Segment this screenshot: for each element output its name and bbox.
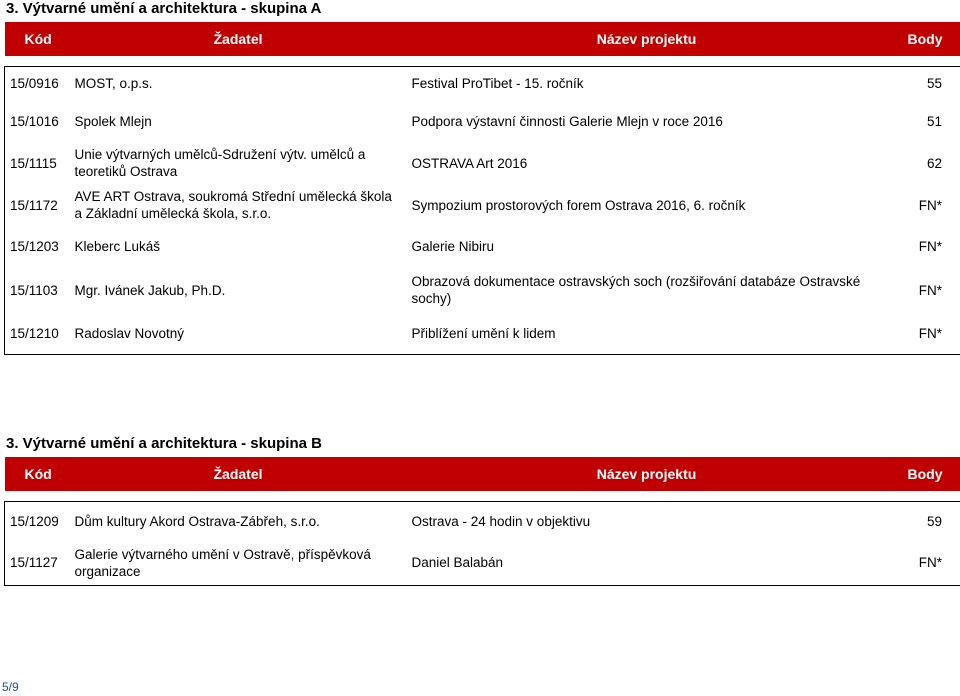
table-row (5, 100, 960, 142)
cell-zadatel: Mgr. Ivánek Jakub, Ph.D. (74, 282, 226, 298)
cell-projekt: Sympozium prostorových forem Ostrava 2016, 6. ročník (411, 197, 746, 213)
col-header-kod: Kód (5, 457, 70, 491)
cell-zadatel: MOST, o.p.s. (74, 75, 153, 91)
cell-kod: 15/1103 (10, 282, 58, 298)
cell-projekt: Festival ProTibet - 15. ročník (411, 75, 584, 91)
table-row (5, 142, 960, 184)
cell-body: FN* (918, 282, 942, 298)
col-header-kod: Kód (5, 22, 70, 56)
cell-zadatel: Galerie výtvarného umění v Ostravě, příspěvková organizace (74, 546, 371, 579)
cell-kod: 15/1209 (10, 513, 59, 529)
table-section-b (4, 457, 960, 586)
cell-projekt: Galerie Nibiru (411, 239, 495, 254)
cell-projekt: Přiblížení umění k lidem (411, 325, 556, 341)
cell-body: FN* (918, 555, 942, 571)
col-header-zadatel: Žadatel (70, 22, 407, 56)
table-header (5, 457, 960, 491)
table-row (5, 267, 960, 313)
page-number: 5/9 (2, 680, 19, 694)
cell-projekt: OSTRAVA Art 2016 (411, 155, 528, 171)
cell-zadatel: Spolek Mlejn (74, 113, 152, 129)
cell-kod: 15/1115 (10, 155, 57, 171)
table-row (5, 66, 960, 100)
table-row (5, 501, 960, 541)
table-row (5, 541, 960, 585)
cell-projekt: Podpora výstavní činnosti Galerie Mlejn v roce 2016 (411, 113, 723, 129)
table-row (5, 313, 960, 354)
table-row (5, 184, 960, 226)
cell-body: 62 (926, 155, 942, 171)
cell-body: 59 (926, 513, 942, 529)
cell-body: 51 (926, 113, 942, 129)
cell-kod: 15/1016 (10, 113, 59, 129)
cell-zadatel: Kleberc Lukáš (74, 239, 161, 254)
section-b-title: 3. Výtvarné umění a architektura - skupina B (6, 435, 322, 452)
cell-kod: 15/1210 (10, 325, 59, 341)
cell-zadatel: Dům kultury Akord Ostrava-Zábřeh, s.r.o. (74, 513, 320, 529)
cell-body: FN* (918, 325, 942, 341)
cell-kod: 15/1203 (10, 239, 59, 254)
col-header-projekt: Název projektu (407, 457, 887, 491)
table-section-a (4, 22, 960, 355)
cell-kod: 15/1172 (10, 197, 58, 213)
cell-zadatel: AVE ART Ostrava, soukromá Střední umělecká škola a Základní umělecká škola, s.r.o. (74, 189, 392, 221)
section-a-title: 3. Výtvarné umění a architektura - skupina A (6, 0, 322, 17)
cell-kod: 15/0916 (10, 75, 59, 91)
col-header-zadatel: Žadatel (70, 457, 407, 491)
cell-zadatel: Unie výtvarných umělců-Sdružení výtv. umělců a teoretiků Ostrava (74, 147, 366, 179)
table-header (5, 22, 960, 56)
cell-kod: 15/1127 (10, 555, 58, 571)
cell-body: FN* (918, 239, 942, 254)
table-row (5, 226, 960, 267)
col-header-body: Body (887, 457, 960, 491)
cell-body: 55 (926, 75, 942, 91)
col-header-body: Body (887, 22, 960, 56)
cell-body: FN* (918, 197, 942, 213)
cell-zadatel: Radoslav Novotný (74, 325, 185, 341)
cell-projekt: Daniel Balabán (411, 555, 504, 571)
cell-projekt: Obrazová dokumentace ostravských soch (rozšiřování databáze Ostravské sochy) (411, 274, 861, 306)
cell-projekt: Ostrava - 24 hodin v objektivu (411, 513, 591, 529)
col-header-projekt: Název projektu (407, 22, 887, 56)
